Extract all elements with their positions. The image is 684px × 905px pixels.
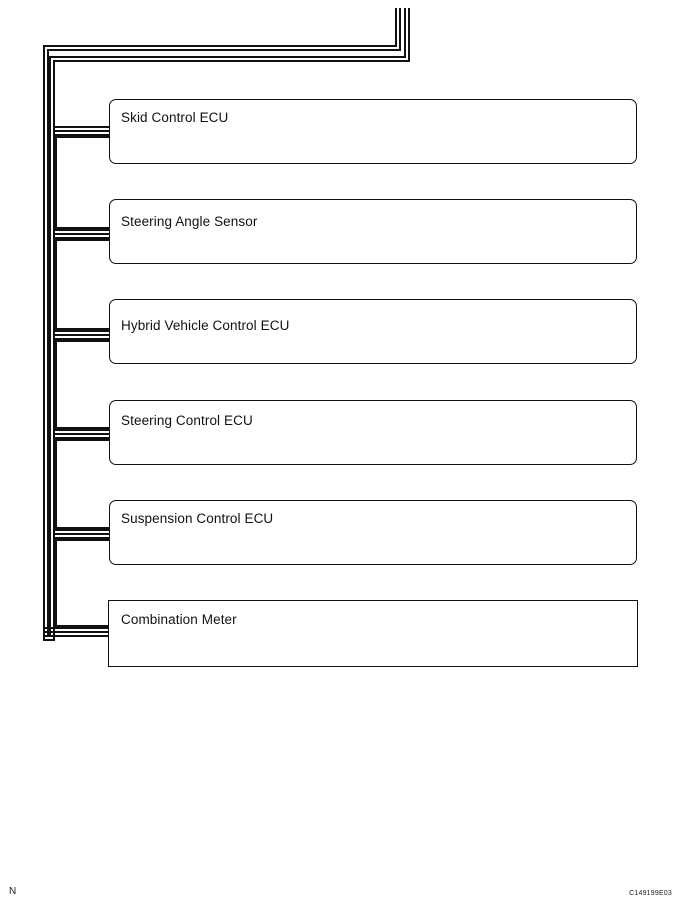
loop-connectors xyxy=(56,137,110,626)
module-combination-meter xyxy=(108,600,638,667)
module-suspension-control-ecu xyxy=(109,500,637,565)
module-label: Steering Angle Sensor xyxy=(121,214,258,229)
module-hybrid-vehicle-control-ecu xyxy=(109,299,637,364)
module-steering-control-ecu xyxy=(109,400,637,465)
module-label: Combination Meter xyxy=(121,612,237,627)
module-skid-control-ecu xyxy=(109,99,637,164)
module-steering-angle-sensor xyxy=(109,199,637,264)
figure-code: C149199E03 xyxy=(629,890,672,897)
corner-mark: N xyxy=(9,886,17,897)
module-label: Skid Control ECU xyxy=(121,110,229,125)
module-label: Hybrid Vehicle Control ECU xyxy=(121,318,290,333)
module-label: Steering Control ECU xyxy=(121,413,253,428)
module-label: Suspension Control ECU xyxy=(121,511,274,526)
